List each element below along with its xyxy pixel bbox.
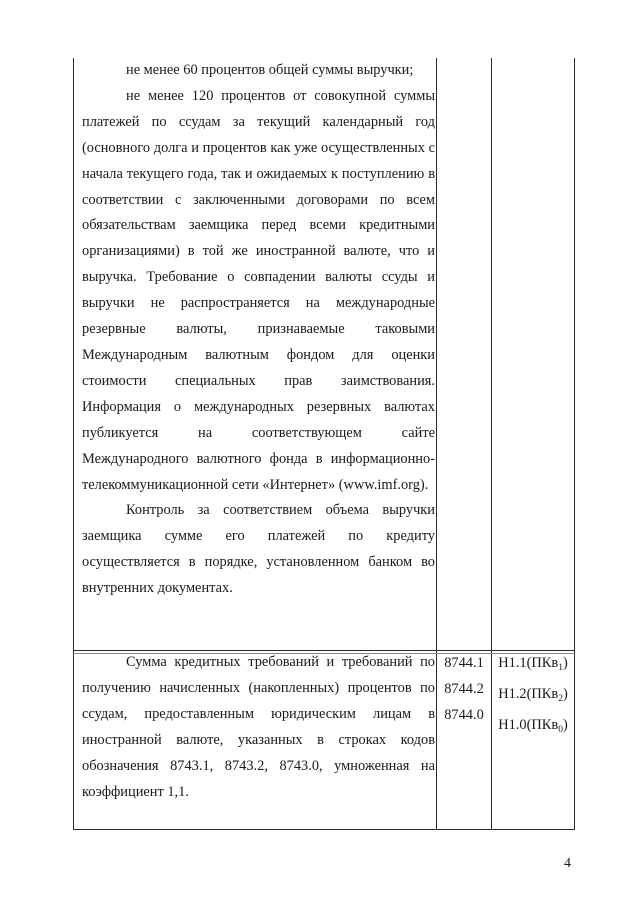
indicator-n1-0: Н1.0(ПКв$_0$) xyxy=(498,717,568,735)
indicators-column xyxy=(492,650,574,743)
paragraph-min-60-percent: не менее 60 процентов общей суммы выручки; xyxy=(126,62,414,78)
table-right-border xyxy=(574,58,575,829)
section2-text xyxy=(82,650,435,805)
code-8744-2: 8744.2 xyxy=(444,681,484,697)
page-number: 4 xyxy=(564,856,571,871)
section1-text xyxy=(82,58,435,602)
paragraph-control: Контроль за соответствием объема выручки заемщика сумме его платежей по кредиту осуществляется в порядке, установленном банком во внутренних документах. xyxy=(82,502,435,597)
paragraph-min-120-percent: не менее 120 процентов от совокупной суммы платежей по ссудам за текущий календарный год (основного долга и процентов как уже осуществленных с начала текущего года, так и ожидаемых к поступлению в соответствии с заключенными договорами по всем обязательствам заемщика перед всеми кредитными организациями) в той же иностранной валюте, что и выручка. Требование о совпадении валюты ссуды и выручки не распространяется на международные резервные валюты, признаваемые таковыми Международным валютным фондом для оценки стоимости специальных прав заимствования. Информация о международных резервных валютах публикуется на соответствующем сайте Международного валютного фонда в информационно-телекоммуникационной сети «Интернет» (www.imf.org). xyxy=(82,87,435,493)
codes-column xyxy=(437,650,491,728)
paragraph-credit-requirements: Сумма кредитных требований и требований по получению начисленных (накопленных) процентов по ссудам, предоставленным юридическим лицам в иностранной валюте, указанных в строках кодов обозначения 8743.1, 8743.2, 8743.0, умноженная на коэффициент 1,1. xyxy=(82,654,435,800)
table-left-border xyxy=(73,58,74,829)
indicator-n1-1: Н1.1(ПКв$_1$) xyxy=(498,655,568,673)
indicator-n1-2: Н1.2(ПКв$_2$) xyxy=(498,686,568,704)
table-bottom-border xyxy=(73,829,575,830)
code-8744-0: 8744.0 xyxy=(444,707,484,723)
code-8744-1: 8744.1 xyxy=(444,655,484,671)
